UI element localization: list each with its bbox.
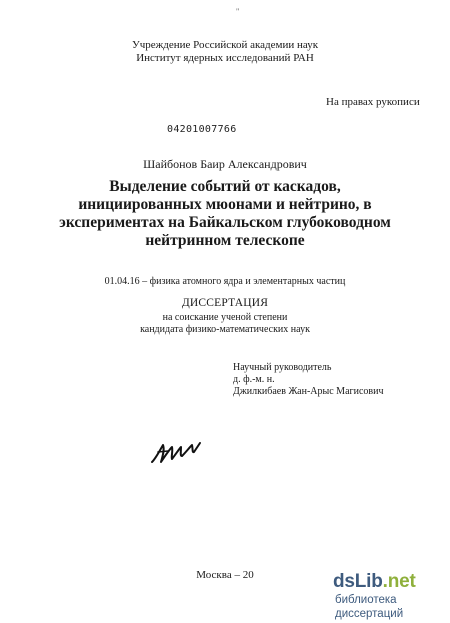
title-line-2: инициированных мюонами и нейтрино, в <box>78 196 372 213</box>
watermark-logo-main: dsLib <box>333 571 383 592</box>
author-name: Шайбонов Баир Александрович <box>143 157 307 171</box>
manuscript-rights-note: На правах рукописи <box>326 96 420 108</box>
institution-block <box>0 39 450 65</box>
supervisor-label: Научный руководитель <box>233 362 332 373</box>
title-line-3: экспериментах на Байкальском глубоководном <box>59 214 391 231</box>
watermark[interactable] <box>333 571 450 621</box>
top-mark: " <box>236 7 240 16</box>
supervisor-degree: д. ф.-м. н. <box>233 374 275 385</box>
institution-line-2: Институт ядерных исследований РАН <box>136 52 314 64</box>
title-line-1: Выделение событий от каскадов, <box>109 178 341 195</box>
institution-line-1: Учреждение Российской академии наук <box>131 39 319 51</box>
specialty-code: 01.04.16 – физика атомного ядра и элементарных частиц <box>104 276 346 287</box>
title-line-4: нейтринном телескопе <box>145 232 305 249</box>
watermark-logo-accent: .net <box>382 571 416 592</box>
document-number: 04201007766 <box>167 124 237 135</box>
degree-line-1: на соискание ученой степени <box>162 312 288 323</box>
watermark-logo <box>333 571 450 593</box>
city-year: Москва – 20 <box>196 569 254 581</box>
supervisor-block <box>233 362 384 398</box>
degree-line-2: кандидата физико-математических наук <box>140 324 310 335</box>
watermark-subtitle: библиотека диссертаций <box>335 594 404 620</box>
handwritten-signature <box>150 428 202 468</box>
dissertation-title <box>0 178 450 250</box>
dissertation-heading: ДИССЕРТАЦИЯ <box>181 297 269 309</box>
degree-description <box>0 312 450 336</box>
supervisor-name: Джилкибаев Жан-Арыс Магисович <box>233 386 384 397</box>
